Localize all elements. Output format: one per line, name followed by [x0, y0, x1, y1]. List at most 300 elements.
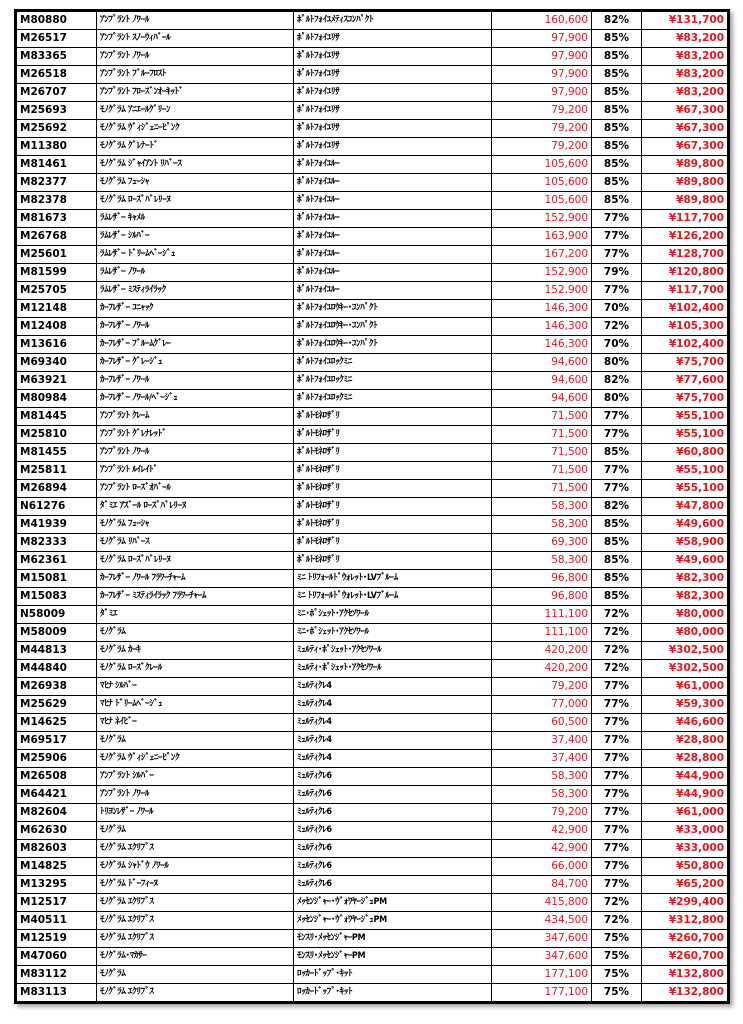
- model-name-cell: ﾐｭﾙﾃｨｸﾚ4: [294, 732, 492, 750]
- table-row: [17, 210, 728, 228]
- rate-cell: 72%: [592, 318, 642, 336]
- buy-price-cell: ¥46,600: [642, 714, 728, 732]
- rate-cell: 75%: [592, 966, 642, 984]
- model-name-cell: ﾎﾟﾙﾄﾌｫｲﾕﾙｰ: [294, 156, 492, 174]
- item-code-cell: M26518: [17, 66, 97, 84]
- item-code-cell: M82604: [17, 804, 97, 822]
- buy-price-cell: ¥83,200: [642, 48, 728, 66]
- material-color-cell: ﾓﾉｸﾞﾗﾑ ﾛｰｽﾞﾊﾞﾚﾘｰﾇ: [97, 552, 294, 570]
- rate-cell: 72%: [592, 606, 642, 624]
- model-name-cell: ﾎﾟﾙﾄﾌｫｲﾕﾘｻ: [294, 66, 492, 84]
- item-code-cell: M69517: [17, 732, 97, 750]
- material-color-cell: ﾓﾉｸﾞﾗﾑ ｳﾞｨｼﾞｪﾆｰﾋﾟﾝｸ: [97, 120, 294, 138]
- material-color-cell: ｱﾝﾌﾟﾗﾝﾄ ｼﾙﾊﾞｰ: [97, 768, 294, 786]
- model-name-cell: ﾓﾝｽﾘ･ﾒｯｾﾝｼﾞｬｰPM: [294, 930, 492, 948]
- model-name-cell: ﾐﾆ ﾄﾘﾌｫｰﾙﾄﾞｳｫﾚｯﾄ･LVﾌﾞﾙｰﾑ: [294, 570, 492, 588]
- material-color-cell: ﾓﾉｸﾞﾗﾑ ﾌｭｰｼｬ: [97, 516, 294, 534]
- material-color-cell: ｶｰﾌﾚｻﾞｰ ﾐｽﾃｨﾗｲﾗｯｸ ﾌﾗﾜｰﾁｬｰﾑ: [97, 588, 294, 606]
- model-name-cell: ﾎﾟﾙﾄﾌｫｲﾕﾙｰ: [294, 264, 492, 282]
- item-code-cell: M80880: [17, 12, 97, 30]
- buy-price-cell: ¥61,000: [642, 678, 728, 696]
- model-name-cell: ﾐｭﾙﾃｨｸﾚ4: [294, 750, 492, 768]
- model-name-cell: ﾐｭﾙﾃｨ･ﾎﾟｼｪｯﾄ･ｱｸｾｿﾜｰﾙ: [294, 642, 492, 660]
- material-color-cell: ﾓﾉｸﾞﾗﾑ: [97, 732, 294, 750]
- table-row: [17, 984, 728, 1002]
- material-color-cell: ﾓﾉｸﾞﾗﾑ ｴｸﾘﾌﾟｽ: [97, 912, 294, 930]
- buy-price-cell: ¥126,200: [642, 228, 728, 246]
- model-name-cell: ﾎﾟﾙﾄﾌｫｲﾕﾙｰ: [294, 228, 492, 246]
- material-color-cell: ｶｰﾌﾚｻﾞｰ ｸﾞﾚｰｼﾞｭ: [97, 354, 294, 372]
- retail-price-cell: 37,400: [492, 750, 592, 768]
- rate-cell: 77%: [592, 822, 642, 840]
- material-color-cell: ﾗﾑﾚｻﾞｰ ﾉﾜｰﾙ: [97, 264, 294, 282]
- item-code-cell: M47060: [17, 948, 97, 966]
- table-row: [17, 246, 728, 264]
- material-color-cell: ﾓﾉｸﾞﾗﾑ ｼｬﾄﾞｳ ﾉﾜｰﾙ: [97, 858, 294, 876]
- material-color-cell: ﾓﾉｸﾞﾗﾑ ﾛｰｽﾞｸﾚｰﾙ: [97, 660, 294, 678]
- item-code-cell: M12517: [17, 894, 97, 912]
- retail-price-cell: 160,600: [492, 12, 592, 30]
- model-name-cell: ﾎﾟﾙﾄﾌｫｲﾕﾘｻ: [294, 138, 492, 156]
- retail-price-cell: 146,300: [492, 300, 592, 318]
- buy-price-cell: ¥49,600: [642, 552, 728, 570]
- table-row: [17, 552, 728, 570]
- buy-price-cell: ¥44,900: [642, 786, 728, 804]
- material-color-cell: ｱﾝﾌﾟﾗﾝﾄ ｽﾉｰｳｨﾊﾞｰﾙ: [97, 30, 294, 48]
- rate-cell: 82%: [592, 372, 642, 390]
- item-code-cell: M83113: [17, 984, 97, 1002]
- model-name-cell: ﾐｭﾙﾃｨｸﾚ4: [294, 696, 492, 714]
- retail-price-cell: 71,500: [492, 408, 592, 426]
- rate-cell: 77%: [592, 282, 642, 300]
- model-name-cell: ﾐｭﾙﾃｨｸﾚ6: [294, 822, 492, 840]
- item-code-cell: M26707: [17, 84, 97, 102]
- table-row: [17, 156, 728, 174]
- rate-cell: 77%: [592, 696, 642, 714]
- table-row: [17, 30, 728, 48]
- model-name-cell: ﾐｭﾙﾃｨｸﾚ6: [294, 840, 492, 858]
- material-color-cell: ﾓﾉｸﾞﾗﾑ: [97, 966, 294, 984]
- rate-cell: 80%: [592, 354, 642, 372]
- buy-price-cell: ¥132,800: [642, 984, 728, 1002]
- rate-cell: 85%: [592, 588, 642, 606]
- table-row: [17, 174, 728, 192]
- table-row: [17, 894, 728, 912]
- model-name-cell: ﾛｯｶｰﾄﾞｯﾌﾟ･ｷｯﾄ: [294, 984, 492, 1002]
- item-code-cell: M14625: [17, 714, 97, 732]
- model-name-cell: ﾎﾟﾙﾄﾓﾈﾛｻﾞﾘ: [294, 516, 492, 534]
- table-row: [17, 696, 728, 714]
- rate-cell: 77%: [592, 786, 642, 804]
- model-name-cell: ﾎﾟﾙﾄﾓﾈﾛｻﾞﾘ: [294, 408, 492, 426]
- buy-price-cell: ¥55,100: [642, 408, 728, 426]
- retail-price-cell: 79,200: [492, 804, 592, 822]
- rate-cell: 77%: [592, 462, 642, 480]
- material-color-cell: ﾏﾋﾅ ﾈｲﾋﾞｰ: [97, 714, 294, 732]
- retail-price-cell: 79,200: [492, 102, 592, 120]
- buy-price-cell: ¥128,700: [642, 246, 728, 264]
- table-row: [17, 48, 728, 66]
- model-name-cell: ﾎﾟﾙﾄﾌｫｲﾕﾛｳｷｰ･ｺﾝﾊﾟｸﾄ: [294, 318, 492, 336]
- table-row: [17, 858, 728, 876]
- rate-cell: 75%: [592, 930, 642, 948]
- retail-price-cell: 97,900: [492, 84, 592, 102]
- rate-cell: 85%: [592, 570, 642, 588]
- retail-price-cell: 71,500: [492, 426, 592, 444]
- material-color-cell: ﾓﾉｸﾞﾗﾑ ﾌｭｰｼｬ: [97, 174, 294, 192]
- table-row: [17, 192, 728, 210]
- item-code-cell: M25906: [17, 750, 97, 768]
- retail-price-cell: 37,400: [492, 732, 592, 750]
- table-row: [17, 948, 728, 966]
- table-row: [17, 768, 728, 786]
- retail-price-cell: 79,200: [492, 120, 592, 138]
- table-row: [17, 534, 728, 552]
- rate-cell: 85%: [592, 66, 642, 84]
- buy-price-cell: ¥49,600: [642, 516, 728, 534]
- rate-cell: 77%: [592, 228, 642, 246]
- buy-price-cell: ¥60,800: [642, 444, 728, 462]
- material-color-cell: ﾗﾑﾚｻﾞｰ ﾄﾞﾘｰﾑﾍﾞｰｼﾞｭ: [97, 246, 294, 264]
- material-color-cell: ﾓﾉｸﾞﾗﾑ ｴｸﾘﾌﾟｽ: [97, 840, 294, 858]
- buy-price-cell: ¥67,300: [642, 120, 728, 138]
- material-color-cell: ﾓﾉｸﾞﾗﾑ･ﾏｶｻｰ: [97, 948, 294, 966]
- rate-cell: 80%: [592, 390, 642, 408]
- table-row: [17, 930, 728, 948]
- material-color-cell: ﾓﾉｸﾞﾗﾑ ｴｸﾘﾌﾟｽ: [97, 894, 294, 912]
- item-code-cell: M12148: [17, 300, 97, 318]
- model-name-cell: ﾎﾟﾙﾄﾓﾈﾛｻﾞﾘ: [294, 444, 492, 462]
- model-name-cell: ﾎﾟﾙﾄﾌｫｲﾕﾘｻ: [294, 84, 492, 102]
- material-color-cell: ﾏﾋﾅ ﾄﾞﾘｰﾑﾍﾞｰｼﾞｭ: [97, 696, 294, 714]
- retail-price-cell: 79,200: [492, 678, 592, 696]
- item-code-cell: M81673: [17, 210, 97, 228]
- material-color-cell: ﾓﾉｸﾞﾗﾑ ｱﾆｴｰﾙｸﾞﾘｰﾝ: [97, 102, 294, 120]
- retail-price-cell: 152,900: [492, 210, 592, 228]
- model-name-cell: ﾎﾟﾙﾄﾓﾈﾛｻﾞﾘ: [294, 534, 492, 552]
- model-name-cell: ﾎﾟﾙﾄﾌｫｲﾕﾛｯｸﾐﾆ: [294, 372, 492, 390]
- retail-price-cell: 94,600: [492, 390, 592, 408]
- retail-price-cell: 58,300: [492, 786, 592, 804]
- retail-price-cell: 152,900: [492, 282, 592, 300]
- model-name-cell: ﾎﾟﾙﾄﾓﾈﾛｻﾞﾘ: [294, 498, 492, 516]
- buy-price-cell: ¥33,000: [642, 840, 728, 858]
- rate-cell: 72%: [592, 660, 642, 678]
- buy-price-cell: ¥75,700: [642, 354, 728, 372]
- item-code-cell: M44840: [17, 660, 97, 678]
- table-row: [17, 12, 728, 30]
- material-color-cell: ﾓﾉｸﾞﾗﾑ: [97, 624, 294, 642]
- table-row: [17, 408, 728, 426]
- model-name-cell: ﾎﾟﾙﾄﾌｫｲﾕﾛｯｸﾐﾆ: [294, 390, 492, 408]
- retail-price-cell: 79,200: [492, 138, 592, 156]
- rate-cell: 77%: [592, 678, 642, 696]
- table-row: [17, 876, 728, 894]
- material-color-cell: ﾓﾉｸﾞﾗﾑ ｶｰｷ: [97, 642, 294, 660]
- material-color-cell: ﾓﾉｸﾞﾗﾑ ｸﾞﾚﾅｰﾄﾞ: [97, 138, 294, 156]
- model-name-cell: ﾎﾟﾙﾄﾌｫｲﾕﾒﾃｨｽｺﾝﾊﾟｸﾄ: [294, 12, 492, 30]
- rate-cell: 85%: [592, 48, 642, 66]
- buy-price-cell: ¥120,800: [642, 264, 728, 282]
- material-color-cell: ﾗﾑﾚｻﾞｰ ｼﾙﾊﾞｰ: [97, 228, 294, 246]
- model-name-cell: ﾎﾟﾙﾄﾌｫｲﾕﾙｰ: [294, 192, 492, 210]
- model-name-cell: ﾐｭﾙﾃｨ･ﾎﾟｼｪｯﾄ･ｱｸｾｿﾜｰﾙ: [294, 660, 492, 678]
- material-color-cell: ｶｰﾌﾚｻﾞｰ ﾉﾜｰﾙ: [97, 318, 294, 336]
- item-code-cell: N58009: [17, 606, 97, 624]
- retail-price-cell: 163,900: [492, 228, 592, 246]
- rate-cell: 85%: [592, 120, 642, 138]
- model-name-cell: ﾓﾝｽﾘ･ﾒｯｾﾝｼﾞｬｰPM: [294, 948, 492, 966]
- material-color-cell: ﾄﾘﾖﾝﾚｻﾞｰ ﾉﾜｰﾙ: [97, 804, 294, 822]
- retail-price-cell: 97,900: [492, 48, 592, 66]
- table-row: [17, 336, 728, 354]
- rate-cell: 72%: [592, 624, 642, 642]
- rate-cell: 72%: [592, 642, 642, 660]
- table-row: [17, 822, 728, 840]
- retail-price-cell: 105,600: [492, 174, 592, 192]
- material-color-cell: ｱﾝﾌﾟﾗﾝﾄ ﾌﾛｰｽﾞﾝｵｰｷｯﾄﾞ: [97, 84, 294, 102]
- rate-cell: 85%: [592, 534, 642, 552]
- item-code-cell: M40511: [17, 912, 97, 930]
- retail-price-cell: 167,200: [492, 246, 592, 264]
- material-color-cell: ﾓﾉｸﾞﾗﾑ: [97, 822, 294, 840]
- item-code-cell: M25693: [17, 102, 97, 120]
- material-color-cell: ﾓﾉｸﾞﾗﾑ ﾘﾊﾞｰｽ: [97, 534, 294, 552]
- material-color-cell: ｶｰﾌﾚｻﾞｰ ﾉﾜｰﾙ ﾌﾗﾜｰﾁｬｰﾑ: [97, 570, 294, 588]
- model-name-cell: ﾎﾟﾙﾄﾌｫｲﾕﾙｰ: [294, 282, 492, 300]
- item-code-cell: M63921: [17, 372, 97, 390]
- table-row: [17, 966, 728, 984]
- buy-price-cell: ¥132,800: [642, 966, 728, 984]
- buy-price-cell: ¥83,200: [642, 30, 728, 48]
- table-row: [17, 120, 728, 138]
- table-row: [17, 642, 728, 660]
- rate-cell: 77%: [592, 210, 642, 228]
- model-name-cell: ﾎﾟﾙﾄﾓﾈﾛｻﾞﾘ: [294, 426, 492, 444]
- buy-price-cell: ¥61,000: [642, 804, 728, 822]
- retail-price-cell: 111,100: [492, 606, 592, 624]
- table-row: [17, 912, 728, 930]
- buy-price-cell: ¥67,300: [642, 138, 728, 156]
- model-name-cell: ﾛｯｶｰﾄﾞｯﾌﾟ･ｷｯﾄ: [294, 966, 492, 984]
- table-row: [17, 282, 728, 300]
- buy-price-cell: ¥102,400: [642, 336, 728, 354]
- buy-price-cell: ¥44,900: [642, 768, 728, 786]
- table-row: [17, 228, 728, 246]
- table-row: [17, 840, 728, 858]
- item-code-cell: M25810: [17, 426, 97, 444]
- material-color-cell: ｱﾝﾌﾟﾗﾝﾄ ﾛｰｽﾞｵﾊﾞｰﾙ: [97, 480, 294, 498]
- model-name-cell: ﾐｭﾙﾃｨｸﾚ6: [294, 858, 492, 876]
- rate-cell: 77%: [592, 408, 642, 426]
- material-color-cell: ﾀﾞﾐｴ ｱｽﾞｰﾙ ﾛｰｽﾞﾊﾞﾚﾘｰﾇ: [97, 498, 294, 516]
- model-name-cell: ﾐﾆ･ﾎﾟｼｪｯﾄ･ｱｸｾｿﾜｰﾙ: [294, 624, 492, 642]
- model-name-cell: ﾐｭﾙﾃｨｸﾚ4: [294, 714, 492, 732]
- item-code-cell: M26938: [17, 678, 97, 696]
- item-code-cell: M25692: [17, 120, 97, 138]
- item-code-cell: M25811: [17, 462, 97, 480]
- retail-price-cell: 66,000: [492, 858, 592, 876]
- table-row: [17, 84, 728, 102]
- rate-cell: 85%: [592, 192, 642, 210]
- retail-price-cell: 58,300: [492, 768, 592, 786]
- retail-price-cell: 71,500: [492, 444, 592, 462]
- buy-price-cell: ¥83,200: [642, 66, 728, 84]
- retail-price-cell: 111,100: [492, 624, 592, 642]
- item-code-cell: M64421: [17, 786, 97, 804]
- table-row: [17, 390, 728, 408]
- retail-price-cell: 415,800: [492, 894, 592, 912]
- model-name-cell: ﾎﾟﾙﾄﾌｫｲﾕﾘｻ: [294, 48, 492, 66]
- buy-price-cell: ¥260,700: [642, 948, 728, 966]
- rate-cell: 77%: [592, 876, 642, 894]
- item-code-cell: M15083: [17, 588, 97, 606]
- material-color-cell: ｱﾝﾌﾟﾗﾝﾄ ｸﾞﾚﾅﾚｯﾄﾞ: [97, 426, 294, 444]
- rate-cell: 85%: [592, 84, 642, 102]
- retail-price-cell: 58,300: [492, 498, 592, 516]
- buy-price-cell: ¥59,300: [642, 696, 728, 714]
- buy-price-cell: ¥55,100: [642, 480, 728, 498]
- table-row: [17, 714, 728, 732]
- table-row: [17, 372, 728, 390]
- buy-price-cell: ¥302,500: [642, 642, 728, 660]
- rate-cell: 77%: [592, 480, 642, 498]
- item-code-cell: M26508: [17, 768, 97, 786]
- model-name-cell: ﾐｭﾙﾃｨｸﾚ6: [294, 876, 492, 894]
- rate-cell: 77%: [592, 246, 642, 264]
- retail-price-cell: 77,000: [492, 696, 592, 714]
- retail-price-cell: 42,900: [492, 822, 592, 840]
- retail-price-cell: 97,900: [492, 66, 592, 84]
- rate-cell: 75%: [592, 948, 642, 966]
- table-row: [17, 426, 728, 444]
- retail-price-cell: 152,900: [492, 264, 592, 282]
- table-row: [17, 660, 728, 678]
- buy-price-cell: ¥67,300: [642, 102, 728, 120]
- item-code-cell: M81599: [17, 264, 97, 282]
- rate-cell: 85%: [592, 174, 642, 192]
- item-code-cell: M81455: [17, 444, 97, 462]
- model-name-cell: ﾎﾟﾙﾄﾌｫｲﾕﾛｳｷｰ･ｺﾝﾊﾟｸﾄ: [294, 336, 492, 354]
- buy-price-cell: ¥312,800: [642, 912, 728, 930]
- model-name-cell: ﾒｯｾﾝｼﾞｬｰ･ｳﾞｫﾜﾔｰｼﾞｭPM: [294, 912, 492, 930]
- material-color-cell: ﾏﾋﾅ ｼﾙﾊﾞｰ: [97, 678, 294, 696]
- model-name-cell: ﾒｯｾﾝｼﾞｬｰ･ｳﾞｫﾜﾔｰｼﾞｭPM: [294, 894, 492, 912]
- retail-price-cell: 94,600: [492, 372, 592, 390]
- item-code-cell: M69340: [17, 354, 97, 372]
- retail-price-cell: 177,100: [492, 966, 592, 984]
- material-color-cell: ｱﾝﾌﾟﾗﾝﾄ ﾉﾜｰﾙ: [97, 786, 294, 804]
- model-name-cell: ﾐｭﾙﾃｨｸﾚ6: [294, 804, 492, 822]
- retail-price-cell: 146,300: [492, 336, 592, 354]
- retail-price-cell: 347,600: [492, 948, 592, 966]
- buy-price-cell: ¥105,300: [642, 318, 728, 336]
- table-row: [17, 786, 728, 804]
- retail-price-cell: 146,300: [492, 318, 592, 336]
- buy-price-cell: ¥82,300: [642, 570, 728, 588]
- item-code-cell: M41939: [17, 516, 97, 534]
- table-row: [17, 750, 728, 768]
- rate-cell: 85%: [592, 156, 642, 174]
- model-name-cell: ﾐﾆ･ﾎﾟｼｪｯﾄ･ｱｸｾｿﾜｰﾙ: [294, 606, 492, 624]
- buy-price-cell: ¥65,200: [642, 876, 728, 894]
- price-table: [16, 11, 728, 1002]
- buy-price-cell: ¥299,400: [642, 894, 728, 912]
- retail-price-cell: 60,500: [492, 714, 592, 732]
- buy-price-cell: ¥83,200: [642, 84, 728, 102]
- retail-price-cell: 105,600: [492, 192, 592, 210]
- buy-price-cell: ¥55,100: [642, 462, 728, 480]
- buy-price-cell: ¥55,100: [642, 426, 728, 444]
- item-code-cell: M44813: [17, 642, 97, 660]
- item-code-cell: M26768: [17, 228, 97, 246]
- rate-cell: 72%: [592, 894, 642, 912]
- model-name-cell: ﾎﾟﾙﾄﾌｫｲﾕﾛｳｷｰ･ｺﾝﾊﾟｸﾄ: [294, 300, 492, 318]
- retail-price-cell: 434,500: [492, 912, 592, 930]
- rate-cell: 75%: [592, 984, 642, 1002]
- item-code-cell: M14825: [17, 858, 97, 876]
- rate-cell: 70%: [592, 300, 642, 318]
- material-color-cell: ｶｰﾌﾚｻﾞｰ ﾉﾜｰﾙ: [97, 372, 294, 390]
- buy-price-cell: ¥89,800: [642, 156, 728, 174]
- buy-price-cell: ¥50,800: [642, 858, 728, 876]
- item-code-cell: M12408: [17, 318, 97, 336]
- table-row: [17, 318, 728, 336]
- rate-cell: 85%: [592, 516, 642, 534]
- model-name-cell: ﾎﾟﾙﾄﾌｫｲﾕﾙｰ: [294, 210, 492, 228]
- material-color-cell: ﾀﾞﾐｴ: [97, 606, 294, 624]
- rate-cell: 85%: [592, 30, 642, 48]
- table-row: [17, 570, 728, 588]
- rate-cell: 79%: [592, 264, 642, 282]
- buy-price-cell: ¥89,800: [642, 174, 728, 192]
- table-row: [17, 678, 728, 696]
- retail-price-cell: 105,600: [492, 156, 592, 174]
- material-color-cell: ｱﾝﾌﾟﾗﾝﾄ ﾉﾜｰﾙ: [97, 12, 294, 30]
- rate-cell: 82%: [592, 12, 642, 30]
- material-color-cell: ﾓﾉｸﾞﾗﾑ ｳﾞｨｼﾞｪﾆｰﾋﾟﾝｸ: [97, 750, 294, 768]
- price-sheet: [14, 9, 730, 1004]
- rate-cell: 77%: [592, 732, 642, 750]
- model-name-cell: ﾎﾟﾙﾄﾓﾈﾛｻﾞﾘ: [294, 552, 492, 570]
- buy-price-cell: ¥80,000: [642, 624, 728, 642]
- retail-price-cell: 84,700: [492, 876, 592, 894]
- retail-price-cell: 58,300: [492, 552, 592, 570]
- material-color-cell: ｶｰﾌﾚｻﾞｰ ﾌﾞﾙｰﾑｸﾞﾚｰ: [97, 336, 294, 354]
- buy-price-cell: ¥80,000: [642, 606, 728, 624]
- rate-cell: 85%: [592, 444, 642, 462]
- item-code-cell: M82333: [17, 534, 97, 552]
- buy-price-cell: ¥75,700: [642, 390, 728, 408]
- rate-cell: 82%: [592, 498, 642, 516]
- model-name-cell: ﾐｭﾙﾃｨｸﾚ4: [294, 678, 492, 696]
- table-row: [17, 480, 728, 498]
- model-name-cell: ﾎﾟﾙﾄﾌｫｲﾕﾘｻ: [294, 102, 492, 120]
- model-name-cell: ﾎﾟﾙﾄﾌｫｲﾕﾙｰ: [294, 246, 492, 264]
- buy-price-cell: ¥117,700: [642, 282, 728, 300]
- material-color-cell: ﾓﾉｸﾞﾗﾑ ｴｸﾘﾌﾟｽ: [97, 984, 294, 1002]
- rate-cell: 77%: [592, 840, 642, 858]
- material-color-cell: ｶｰﾌﾚｻﾞｰ ｺﾆｬｯｸ: [97, 300, 294, 318]
- item-code-cell: M62361: [17, 552, 97, 570]
- retail-price-cell: 58,300: [492, 516, 592, 534]
- buy-price-cell: ¥47,800: [642, 498, 728, 516]
- buy-price-cell: ¥28,800: [642, 732, 728, 750]
- item-code-cell: M83112: [17, 966, 97, 984]
- table-row: [17, 624, 728, 642]
- model-name-cell: ﾎﾟﾙﾄﾌｫｲﾕﾛｯｸﾐﾆ: [294, 354, 492, 372]
- item-code-cell: M15081: [17, 570, 97, 588]
